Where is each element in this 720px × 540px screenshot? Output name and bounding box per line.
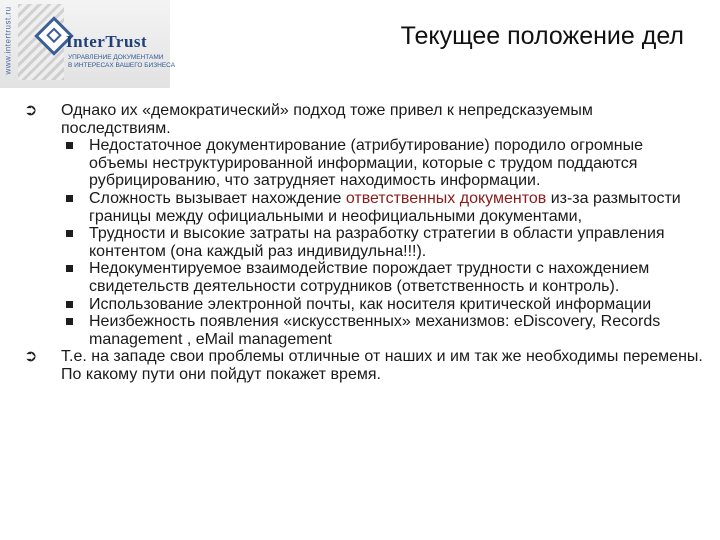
- arrow-bullet-icon: ➲: [24, 348, 38, 366]
- bullet-2-text: Т.е. на западе свои проблемы отличные от наших и им так же необходимы перемены. По какому пути они пойдут покажет время.: [61, 348, 703, 383]
- bullet-1: [24, 102, 704, 137]
- sub-bullet-6: Неизбежность появления «искусственных» механизмов: eDiscovery, Records management , eMail management: [24, 313, 704, 348]
- slide-title: Текущее положение дел: [400, 22, 684, 50]
- sub-bullet-2: Сложность вызывает нахождение ответственных документов из-за размытости границы между официальными и неофициальными документами,: [24, 190, 704, 225]
- company-logo: [0, 0, 176, 88]
- square-bullet-icon: [66, 318, 73, 325]
- sub-bullet-3: Трудности и высокие затраты на разработку стратегии в области управления контентом (она каждый раз индивидульна!!!).: [24, 225, 704, 260]
- slide-body: [24, 102, 704, 384]
- square-bullet-icon: [66, 265, 73, 272]
- sub-bullet-4: Недокументируемое взаимодействие порождает трудности с нахождением свидетельств деятельности сотрудников (ответственность и контроль).: [24, 260, 704, 295]
- sub-bullet-5: Использование электронной почты, как носителя критической информации: [24, 296, 704, 314]
- arrow-bullet-icon: ➲: [24, 102, 38, 119]
- highlighted-term: ответственных документов: [345, 189, 547, 207]
- square-bullet-icon: [66, 195, 73, 202]
- square-bullet-icon: [66, 142, 73, 149]
- bullet-2: [24, 348, 704, 383]
- logo-name: InterTrust: [66, 32, 148, 51]
- logo-tagline: УПРАВЛЕНИЕ ДОКУМЕНТАМИ В ИНТЕРЕСАХ ВАШЕГО БИЗНЕСА: [68, 54, 176, 69]
- sub-bullet-1: Недостаточное документирование (атрибутирование) породило огромные объемы неструктурированной информации, которые с трудом поддаются рубрицированию, что затрудняет находимость информации.: [24, 137, 704, 190]
- square-bullet-icon: [66, 301, 73, 308]
- square-bullet-icon: [66, 230, 73, 237]
- bullet-1-text: Однако их «демократический» подход тоже привел к непредсказуемым последствиям.: [61, 102, 593, 137]
- logo-website: www.intertrust.ru: [3, 6, 13, 75]
